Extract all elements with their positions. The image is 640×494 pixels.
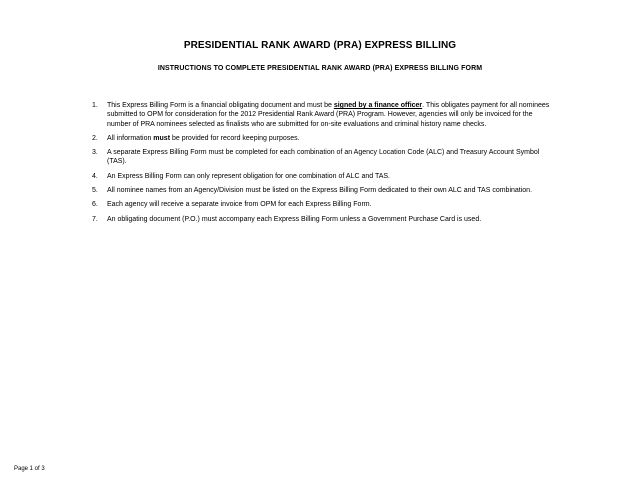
list-item-number: 2. (92, 134, 98, 142)
list-item-text (107, 134, 552, 143)
list-item-text-end: be provided for record keeping purposes. (170, 134, 300, 142)
list-item (92, 101, 552, 129)
list-item (92, 215, 552, 224)
list-item-text: Each agency will receive a separate invoice from OPM for each Express Billing Form. (107, 201, 372, 209)
list-item-text: All nominee names from an Agency/Division must be listed on the Express Billing Form dedicated to their own ALC and TAS combination. (107, 187, 533, 195)
list-item-text: An Express Billing Form can only represent obligation for one combination of ALC and TAS. (107, 172, 391, 180)
list-item (92, 200, 552, 209)
list-item (92, 134, 552, 143)
list-item-number: 6. (92, 201, 98, 209)
list-item-number: 3. (92, 149, 98, 157)
document-subtitle: INSTRUCTIONS TO COMPLETE PRESIDENTIAL RANK AWARD (PRA) EXPRESS BILLING FORM (157, 65, 483, 72)
list-item-text-start: This Express Billing Form is a financial obligating document and must be (107, 102, 334, 109)
instructions-list (92, 101, 552, 229)
list-item (92, 172, 552, 181)
list-item-text (107, 101, 552, 129)
must-emphasis: must (153, 134, 171, 142)
list-item-number: 5. (92, 187, 98, 195)
list-item (92, 186, 552, 195)
document-title: PRESIDENTIAL RANK AWARD (PRA) EXPRESS BILLING (183, 40, 457, 51)
list-item-number: 7. (92, 215, 98, 223)
list-item (92, 148, 552, 167)
list-item-text: An obligating document (P.O.) must accompany each Express Billing Form unless a Government Purchase Card is used. (107, 215, 482, 223)
finance-officer-emphasis: signed by a finance officer (333, 102, 423, 109)
list-item-text: A separate Express Billing Form must be completed for each combination of an Agency Location Code (ALC) and Treasury Account Symbol (TAS). (107, 149, 540, 166)
list-item-text-end: . This obligates payment for all nominees submitted to OPM for consideration for the 2012 Presidential Rank Award (PRA) Program. However, agencies will only be invoiced for the number of PRA nominees selected as finalists who are submitted for on-site evaluations and criminal history name checks. (107, 102, 550, 128)
page-number: Page 1 of 3 (14, 466, 45, 472)
list-item-number: 1. (92, 102, 98, 109)
list-item-number: 4. (92, 172, 98, 180)
list-item-text-start: All information (107, 134, 154, 142)
